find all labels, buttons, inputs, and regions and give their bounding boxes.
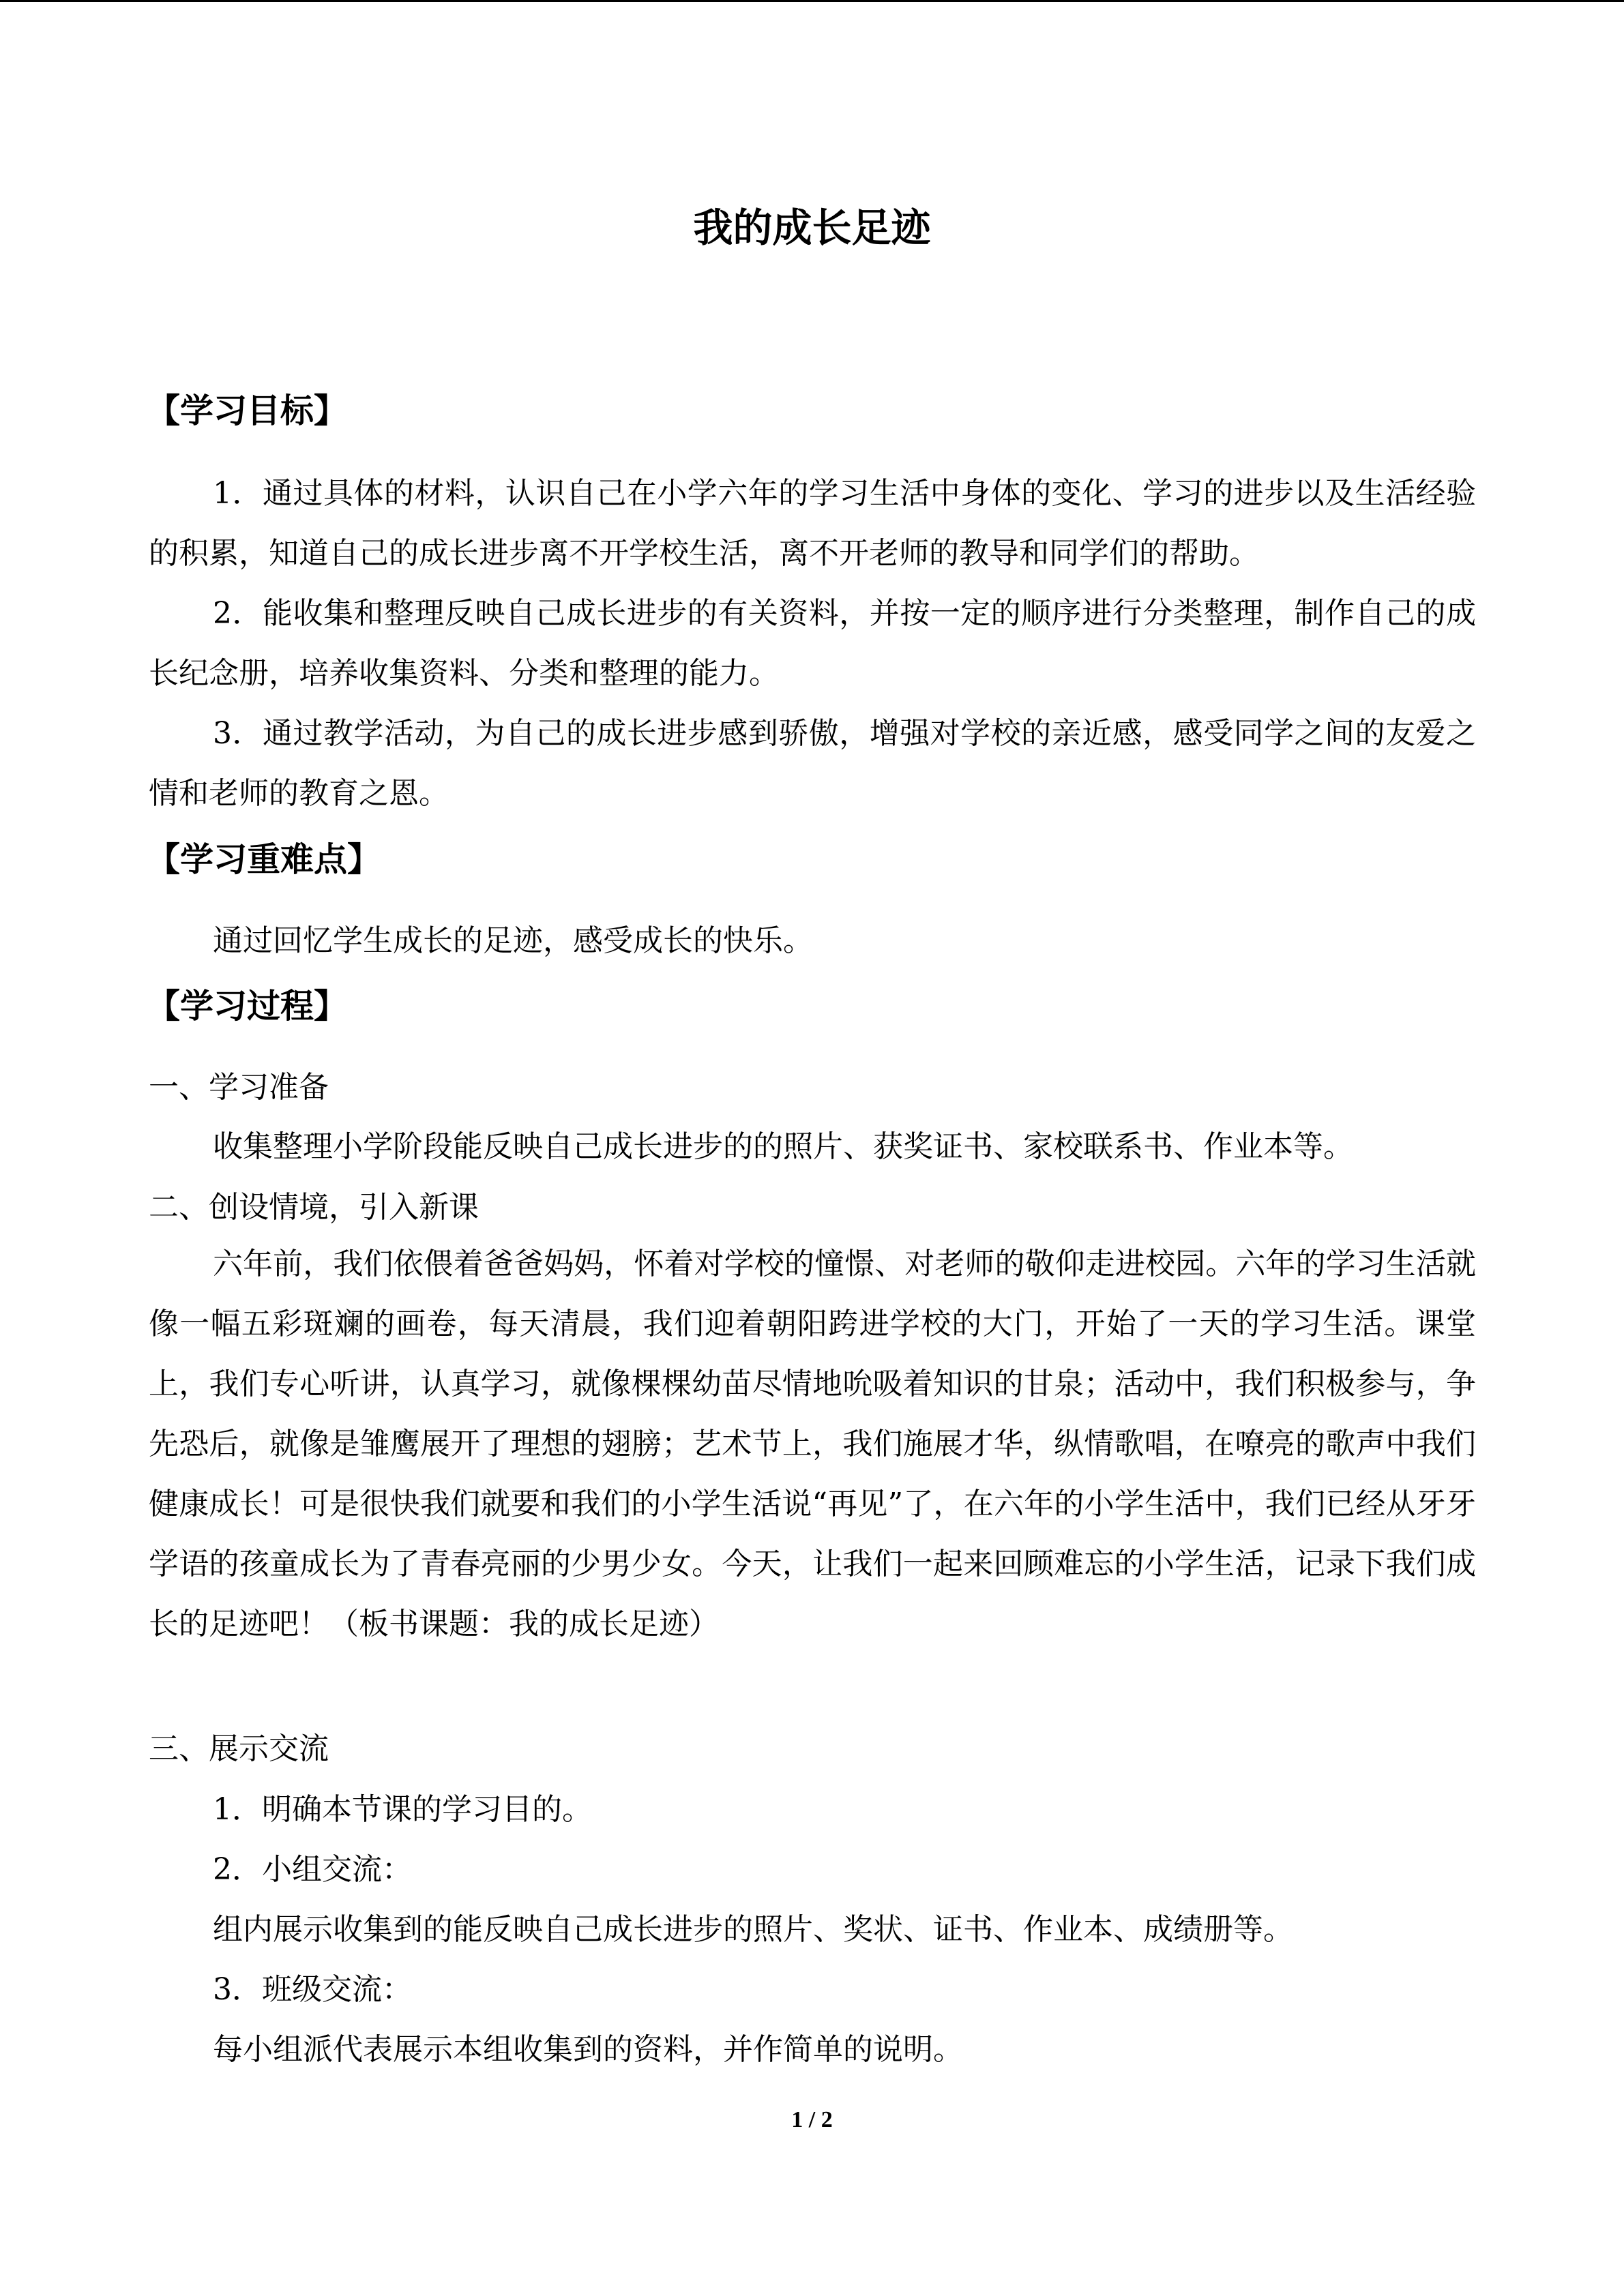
step-3: 3．班级交流： — [213, 1972, 412, 2007]
keypoints-heading: 【学习重难点】 — [147, 840, 381, 879]
objective-item-1: 1．通过具体的材料，认识自己在小学六年的学习生活中身体的变化、学习的进步以及生活经验的积累，知道自己的成长进步离不开学校生活，离不开老师的教导和同学们的帮助。 — [149, 476, 1476, 571]
top-border-line — [0, 0, 1624, 2]
step-1: 1．明确本节课的学习目的。 — [213, 1792, 592, 1827]
step-2-text: 组内展示收集到的能反映自己成长进步的照片、奖状、证书、作业本、成绩册等。 — [213, 1912, 1293, 1947]
process-heading: 【学习过程】 — [147, 987, 348, 1026]
objectives-heading: 【学习目标】 — [147, 391, 348, 430]
prep-title: 一、学习准备 — [149, 1070, 329, 1105]
page-title: 我的成长足迹 — [693, 205, 931, 251]
step-3-text: 每小组派代表展示本组收集到的资料，并作简单的说明。 — [213, 2032, 963, 2067]
objective-item-2: 2．能收集和整理反映自己成长进步的有关资料，并按一定的顺序进行分类整理，制作自己的成长纪念册，培养收集资料、分类和整理的能力。 — [149, 596, 1476, 691]
objective-item-3: 3．通过教学活动，为自己的成长进步感到骄傲，增强对学校的亲近感，感受同学之间的友爱之情和老师的教育之恩。 — [149, 716, 1476, 811]
prep-text: 收集整理小学阶段能反映自己成长进步的的照片、获奖证书、家校联系书、作业本等。 — [213, 1129, 1353, 1164]
step-2: 2．小组交流： — [213, 1852, 412, 1887]
keypoints-text: 通过回忆学生成长的足迹，感受成长的快乐。 — [213, 923, 813, 958]
show-title: 三、展示交流 — [149, 1731, 329, 1766]
intro-text: 六年前，我们依偎着爸爸妈妈，怀着对学校的憧憬、对老师的敬仰走进校园。六年的学习生活就像一幅五彩斑斓的画卷，每天清晨，我们迎着朝阳跨进学校的大门，开始了一天的学习生活。课堂上，我们专心听讲，认真学习，就像棵棵幼苗尽情地吮吸着知识的甘泉；活动中，我们积极参与，争先恐后，就像是雏鹰展开了理想的翅膀；艺术节上，我们施展才华，纵情歌唱，在嘹亮的歌声中我们健康成长！可是很快我们就要和我们的小学生活说“再见”了，在六年的小学生活中，我们已经从牙牙学语的孩童成长为了青春亮丽的少男少女。今天，让我们一起来回顾难忘的小学生活，记录下我们成长的足迹吧！（板书课题：我的成长足迹） — [149, 1247, 1476, 1641]
intro-title: 二、创设情境，引入新课 — [149, 1190, 479, 1225]
page-number: 1 / 2 — [791, 2107, 833, 2132]
